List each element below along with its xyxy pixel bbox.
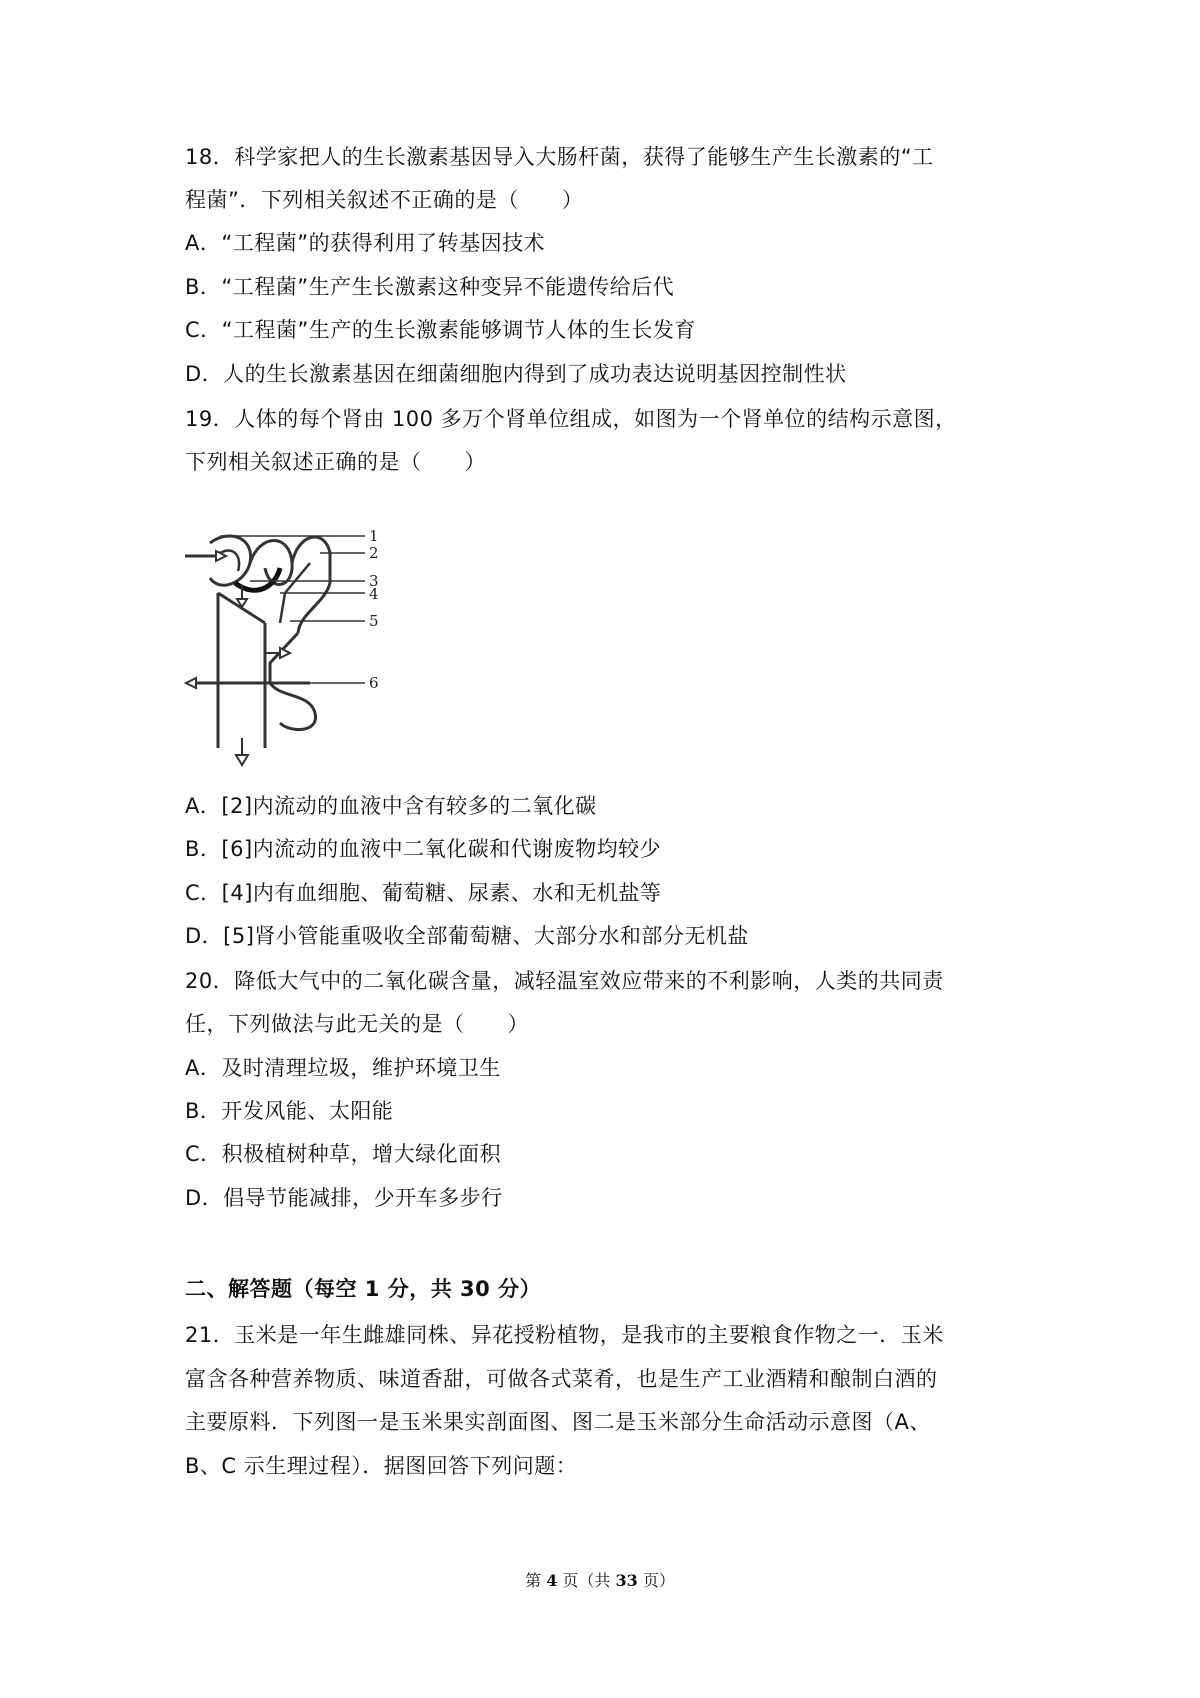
q20-option-a: A．及时清理垃圾，维护环境卫生 xyxy=(185,1056,501,1080)
q20-option-b: B．开发风能、太阳能 xyxy=(185,1099,394,1123)
q21-line3: 主要原料．下列图一是玉米果实剖面图、图二是玉米部分生命活动示意图（A、 xyxy=(185,1410,931,1434)
q19-stem-line1: 19．人体的每个肾由 100 多万个肾单位组成，如图为一个肾单位的结构示意图， xyxy=(185,407,957,431)
section2-title: 二、解答题（每空 1 分，共 30 分） xyxy=(185,1277,542,1301)
label-3: 3 xyxy=(369,572,379,590)
label-2: 2 xyxy=(369,544,379,562)
nephron-svg xyxy=(180,523,395,773)
q18-stem-line2: 程菌”．下列相关叙述不正确的是（ ） xyxy=(185,188,584,212)
q18-option-a: A．“工程菌”的获得利用了转基因技术 xyxy=(185,231,546,255)
q18-option-b: B．“工程菌”生产生长激素这种变异不能遗传给后代 xyxy=(185,275,675,299)
label-4: 4 xyxy=(369,585,379,603)
footer-prefix: 第 xyxy=(525,1571,542,1590)
page-footer xyxy=(0,1568,1200,1591)
q20-stem-line1: 20．降低大气中的二氧化碳含量，减轻温室效应带来的不利影响，人类的共同责 xyxy=(185,969,944,993)
footer-total-pages: 33 xyxy=(615,1571,638,1590)
footer-suffix: 页） xyxy=(642,1571,675,1590)
q20-option-d: D．倡导节能减排，少开车多步行 xyxy=(185,1186,503,1210)
q21-line4: B、C 示生理过程）．据图回答下列问题： xyxy=(185,1454,578,1478)
footer-page-number: 4 xyxy=(546,1571,558,1590)
q18-option-c: C．“工程菌”生产的生长激素能够调节人体的生长发育 xyxy=(185,318,696,342)
q18-stem-line1: 18．科学家把人的生长激素基因导入大肠杆菌，获得了能够生产生长激素的“工 xyxy=(185,145,934,169)
q19-stem-line2: 下列相关叙述正确的是（ ） xyxy=(185,450,486,474)
nephron-diagram xyxy=(180,523,395,773)
q20-option-c: C．积极植树种草，增大绿化面积 xyxy=(185,1142,502,1166)
q19-option-c: C．[4]内有血细胞、葡萄糖、尿素、水和无机盐等 xyxy=(185,881,662,905)
q21-line1: 21．玉米是一年生雌雄同株、异花授粉植物，是我市的主要粮食作物之一．玉米 xyxy=(185,1323,944,1347)
label-6: 6 xyxy=(369,674,379,692)
q19-option-b: B．[6]内流动的血液中二氧化碳和代谢废物均较少 xyxy=(185,837,662,861)
q20-stem-line2: 任，下列做法与此无关的是（ ） xyxy=(185,1012,529,1036)
q21-line2: 富含各种营养物质、味道香甜，可做各式菜肴，也是生产工业酒精和酿制白酒的 xyxy=(185,1367,938,1391)
q19-option-a: A．[2]内流动的血液中含有较多的二氧化碳 xyxy=(185,794,597,818)
footer-middle: 页（共 xyxy=(562,1571,611,1590)
label-5: 5 xyxy=(369,612,379,630)
label-1: 1 xyxy=(369,527,379,545)
q18-option-d: D．人的生长激素基因在细菌细胞内得到了成功表达说明基因控制性状 xyxy=(185,362,847,386)
q19-option-d: D．[5]肾小管能重吸收全部葡萄糖、大部分水和部分无机盐 xyxy=(185,924,749,948)
